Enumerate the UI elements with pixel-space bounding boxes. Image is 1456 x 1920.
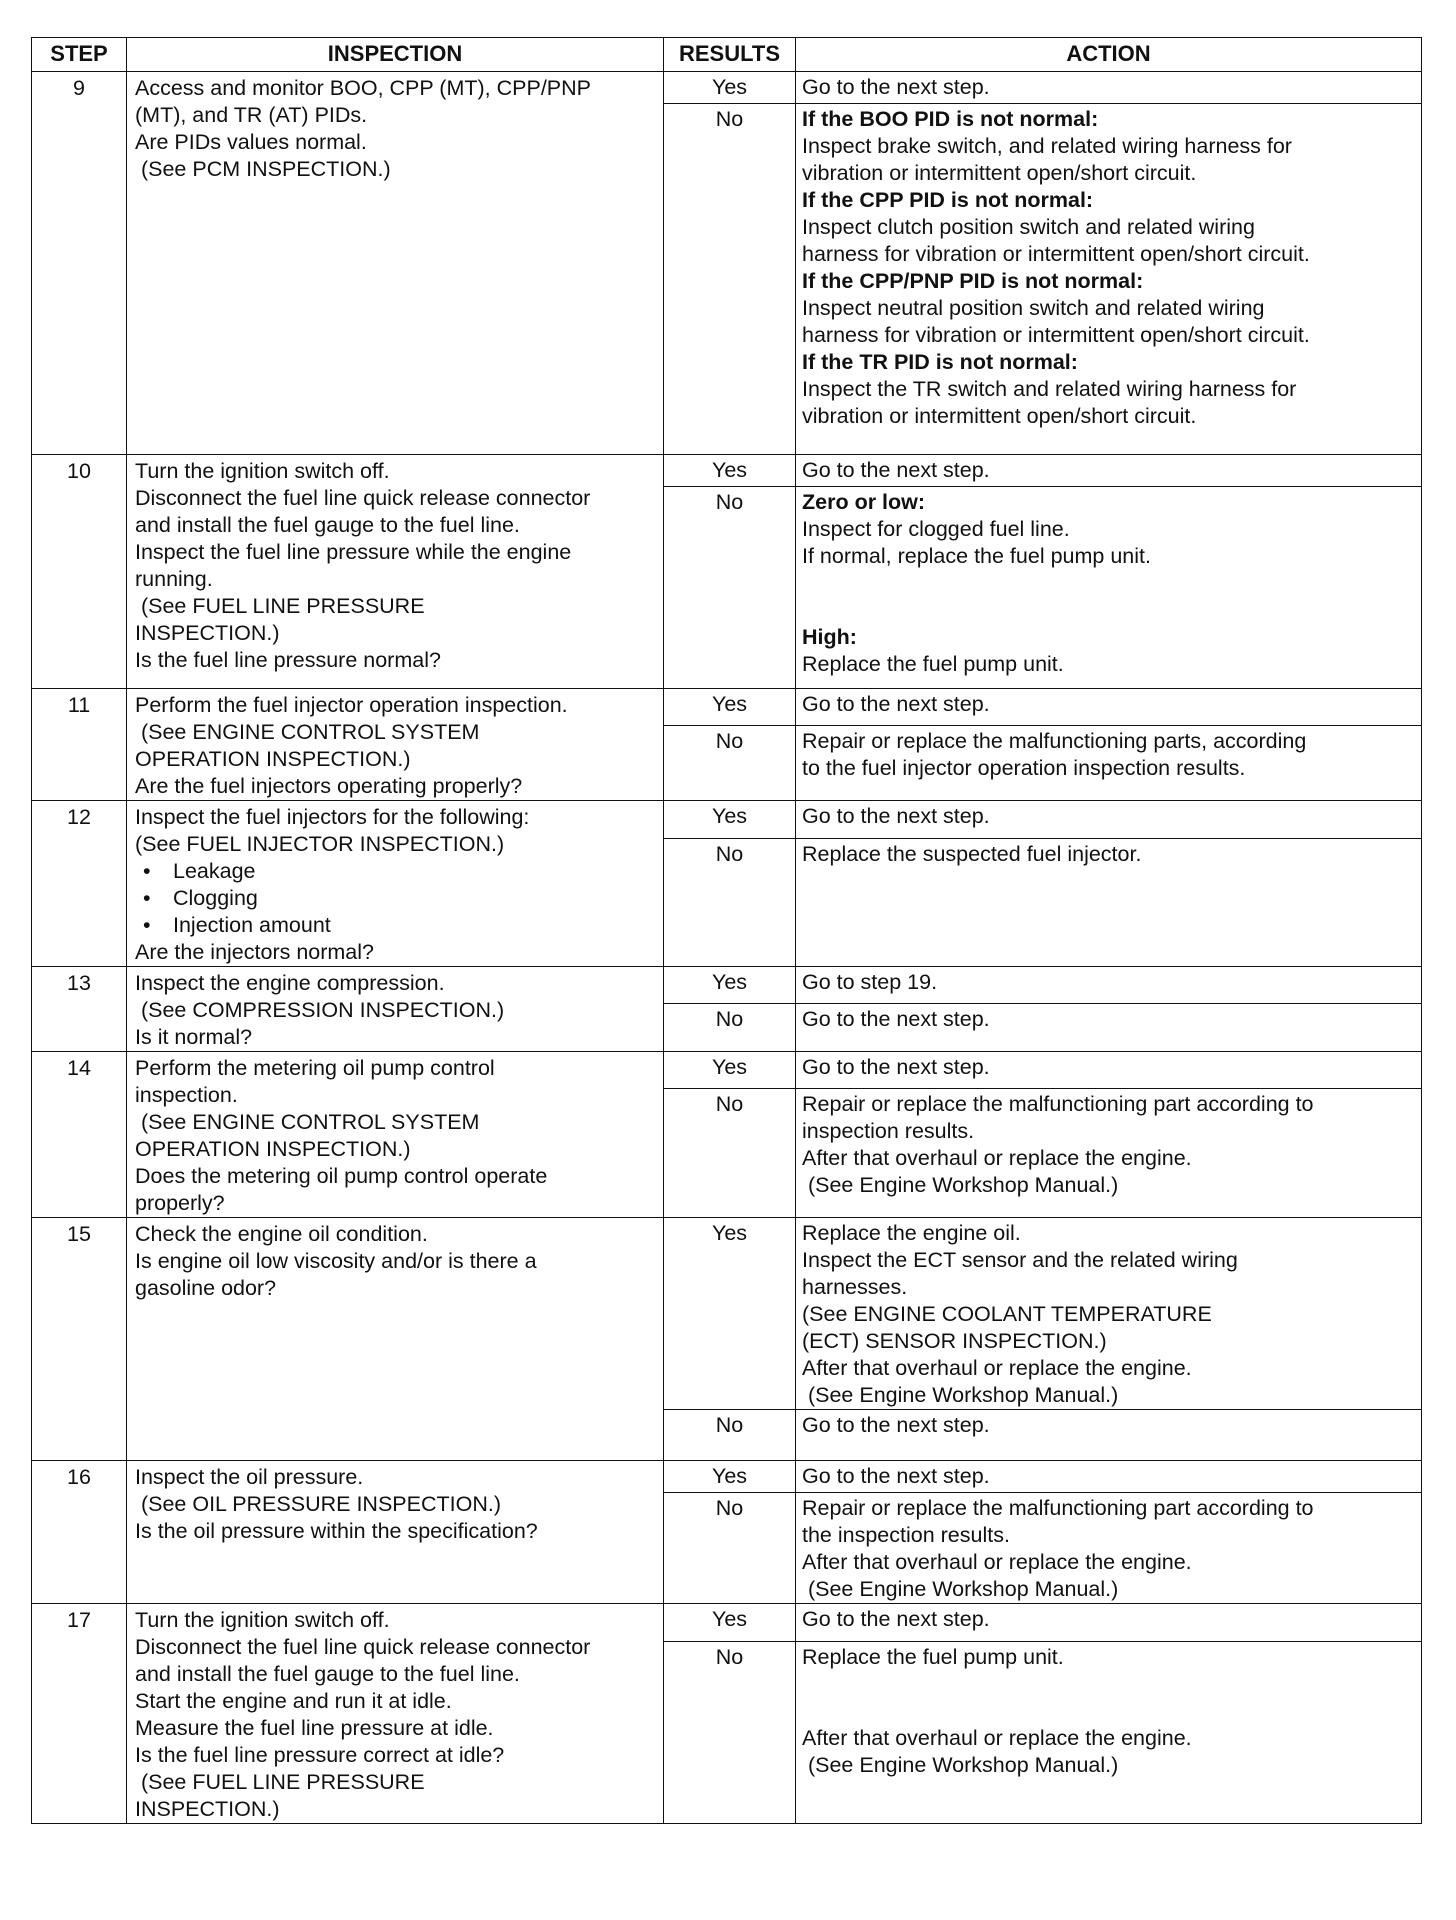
step-number: 16 [32, 1461, 127, 1604]
bullet-item [135, 912, 657, 939]
action-line: Replace the fuel pump unit. [802, 652, 1064, 676]
action-line: vibration or intermittent open/short circuit. [802, 161, 1197, 185]
inspection-line: (MT), and TR (AT) PIDs. [135, 103, 368, 127]
bullet-dot: • [143, 886, 151, 910]
action-line: (See Engine Workshop Manual.) [802, 1383, 1119, 1407]
inspection-line: (See FUEL LINE PRESSURE [135, 594, 425, 618]
result-yes: Yes [664, 455, 796, 487]
action-no [796, 1089, 1422, 1218]
bullet-dot: • [143, 913, 151, 937]
result-yes: Yes [664, 801, 796, 839]
action-line: After that overhaul or replace the engine. [802, 1146, 1192, 1171]
action-line: Go to the next step. [802, 458, 990, 482]
action-line: vibration or intermittent open/short circuit. [802, 404, 1197, 428]
result-no: No [664, 1089, 796, 1218]
inspection-line: Is it normal? [135, 1025, 253, 1049]
action-line: Go to the next step. [802, 1055, 990, 1079]
inspection-line: INSPECTION.) [135, 1797, 280, 1821]
result-yes: Yes [664, 1461, 796, 1493]
inspection-line: Inspect the fuel injectors for the following: [135, 805, 530, 829]
inspection-line: (See COMPRESSION INSPECTION.) [135, 998, 505, 1022]
action-line: Repair or replace the malfunctioning parts, according [802, 728, 1307, 753]
result-no: No [664, 104, 796, 455]
action-no [796, 838, 1422, 966]
inspection-line: Is engine oil low viscosity and/or is there a [135, 1249, 537, 1273]
inspection-line: Check the engine oil condition. [135, 1222, 428, 1246]
step-number: 9 [32, 72, 127, 455]
action-line: Go to the next step. [802, 692, 990, 716]
inspection-cell [127, 72, 664, 455]
inspection-cell [127, 1604, 664, 1824]
header-results: RESULTS [664, 38, 796, 72]
action-line: Go to the next step. [802, 1413, 990, 1437]
inspection-line: Perform the metering oil pump control [135, 1056, 495, 1080]
action-line: (See Engine Workshop Manual.) [802, 1173, 1119, 1198]
action-line: Go to the next step. [802, 1607, 990, 1631]
action-yes [796, 455, 1422, 487]
action-line: harness for vibration or intermittent open/short circuit. [802, 323, 1310, 347]
inspection-line: running. [135, 567, 213, 591]
inspection-line: inspection. [135, 1083, 238, 1107]
action-line: Go to the next step. [802, 1007, 990, 1032]
result-yes: Yes [664, 1052, 796, 1089]
inspection-line: properly? [135, 1191, 225, 1215]
inspection-line: and install the fuel gauge to the fuel line. [135, 1662, 520, 1686]
inspection-cell [127, 801, 664, 967]
step-number: 11 [32, 689, 127, 801]
action-line [802, 597, 1415, 624]
bullet-item [135, 858, 657, 885]
action-yes [796, 1218, 1422, 1410]
action-no [796, 1641, 1422, 1823]
result-no: No [664, 1493, 796, 1604]
step-number: 12 [32, 801, 127, 967]
inspection-cell [127, 1461, 664, 1604]
table-row [32, 801, 1422, 839]
inspection-line: Turn the ignition switch off. [135, 459, 390, 483]
inspection-line: Measure the fuel line pressure at idle. [135, 1716, 494, 1740]
step-number: 17 [32, 1604, 127, 1824]
action-line: Inspect clutch position switch and related wiring [802, 215, 1255, 239]
table-header-row [32, 38, 1422, 72]
result-no: No [664, 487, 796, 689]
action-yes [796, 801, 1422, 839]
inspection-line: Disconnect the fuel line quick release connector [135, 486, 591, 510]
table-row [32, 72, 1422, 104]
inspection-cell [127, 689, 664, 801]
action-line: Repair or replace the malfunctioning part according to [802, 1496, 1314, 1520]
inspection-line: (See ENGINE CONTROL SYSTEM [135, 720, 480, 744]
action-yes [796, 689, 1422, 726]
result-yes: Yes [664, 1218, 796, 1410]
action-line: After that overhaul or replace the engine. [802, 1725, 1192, 1750]
action-line: Replace the engine oil. [802, 1221, 1021, 1245]
inspection-line: Inspect the engine compression. [135, 971, 445, 995]
action-line: Inspect the ECT sensor and the related wiring [802, 1248, 1238, 1272]
troubleshooting-table [31, 37, 1422, 1824]
result-yes: Yes [664, 72, 796, 104]
action-no [796, 487, 1422, 689]
step-number: 10 [32, 455, 127, 689]
action-line [802, 1698, 1415, 1725]
result-no: No [664, 1410, 796, 1461]
action-line: to the fuel injector operation inspection results. [802, 755, 1246, 780]
action-no [796, 1004, 1422, 1052]
result-no: No [664, 725, 796, 800]
action-line [802, 570, 1415, 597]
action-yes [796, 1461, 1422, 1493]
action-line: After that overhaul or replace the engine. [802, 1550, 1192, 1574]
action-line: inspection results. [802, 1119, 975, 1144]
bullet-text: Clogging [173, 886, 258, 910]
action-line: If the TR PID is not normal: [802, 350, 1078, 374]
action-line: If the CPP PID is not normal: [802, 188, 1094, 212]
action-line: harness for vibration or intermittent open/short circuit. [802, 242, 1310, 266]
inspection-line: (See PCM INSPECTION.) [135, 157, 391, 181]
action-no [796, 104, 1422, 455]
action-no [796, 1493, 1422, 1604]
bullet-item [135, 885, 657, 912]
action-line: Zero or low: [802, 490, 926, 514]
inspection-cell [127, 967, 664, 1052]
action-no [796, 725, 1422, 800]
inspection-line: Disconnect the fuel line quick release connector [135, 1635, 591, 1659]
bullet-text: Leakage [173, 859, 256, 883]
action-line: If normal, replace the fuel pump unit. [802, 544, 1151, 568]
step-number: 14 [32, 1052, 127, 1218]
table-body [32, 72, 1422, 1824]
inspection-line: Start the engine and run it at idle. [135, 1689, 452, 1713]
result-yes: Yes [664, 1604, 796, 1642]
inspection-line: Perform the fuel injector operation inspection. [135, 693, 568, 717]
action-line: Repair or replace the malfunctioning part according to [802, 1092, 1314, 1117]
inspection-line: (See OIL PRESSURE INSPECTION.) [135, 1492, 501, 1516]
step-number: 13 [32, 967, 127, 1052]
troubleshooting-page [31, 37, 1421, 1824]
table-row [32, 1461, 1422, 1493]
inspection-line: Are PIDs values normal. [135, 130, 367, 154]
action-line: Go to step 19. [802, 970, 938, 994]
inspection-line: Are the injectors normal? [135, 940, 374, 964]
action-line: the inspection results. [802, 1523, 1010, 1547]
inspection-line: Is the fuel line pressure normal? [135, 648, 441, 672]
action-line: High: [802, 625, 857, 649]
action-line: Inspect the TR switch and related wiring harness for [802, 377, 1297, 401]
header-inspection: INSPECTION [127, 38, 664, 72]
action-yes [796, 1052, 1422, 1089]
inspection-line: (See ENGINE CONTROL SYSTEM [135, 1110, 480, 1134]
action-no [796, 1410, 1422, 1461]
header-step: STEP [32, 38, 127, 72]
action-line: Go to the next step. [802, 804, 990, 828]
table-row [32, 689, 1422, 726]
inspection-cell [127, 455, 664, 689]
action-line: Inspect brake switch, and related wiring harness for [802, 134, 1292, 158]
action-line [802, 1671, 1415, 1698]
inspection-line: Does the metering oil pump control operate [135, 1164, 548, 1188]
action-line: (ECT) SENSOR INSPECTION.) [802, 1329, 1107, 1353]
table-row [32, 455, 1422, 487]
table-row [32, 967, 1422, 1004]
action-line: harnesses. [802, 1275, 908, 1299]
action-line: (See Engine Workshop Manual.) [802, 1577, 1119, 1601]
action-yes [796, 967, 1422, 1004]
inspection-cell [127, 1218, 664, 1461]
action-line: If the BOO PID is not normal: [802, 107, 1099, 131]
action-line: If the CPP/PNP PID is not normal: [802, 269, 1144, 293]
inspection-line: Is the oil pressure within the specification? [135, 1519, 538, 1543]
inspection-line: gasoline odor? [135, 1276, 277, 1300]
result-yes: Yes [664, 689, 796, 726]
step-number: 15 [32, 1218, 127, 1461]
inspection-line: (See FUEL LINE PRESSURE [135, 1770, 425, 1794]
inspection-line: OPERATION INSPECTION.) [135, 1137, 411, 1161]
inspection-line: Are the fuel injectors operating properly? [135, 774, 523, 798]
action-yes [796, 1604, 1422, 1642]
table-row [32, 1218, 1422, 1410]
bullet-dot: • [143, 859, 151, 883]
inspection-line: Inspect the fuel line pressure while the engine [135, 540, 572, 564]
action-line: (See ENGINE COOLANT TEMPERATURE [802, 1302, 1212, 1326]
inspection-line: OPERATION INSPECTION.) [135, 747, 411, 771]
action-line: Go to the next step. [802, 1464, 990, 1488]
action-yes [796, 72, 1422, 104]
action-line: Replace the suspected fuel injector. [802, 841, 1142, 866]
header-action: ACTION [796, 38, 1422, 72]
inspection-line: INSPECTION.) [135, 621, 280, 645]
bullet-text: Injection amount [173, 913, 331, 937]
inspection-cell [127, 1052, 664, 1218]
table-row [32, 1604, 1422, 1642]
action-line: (See Engine Workshop Manual.) [802, 1752, 1119, 1777]
inspection-line: (See FUEL INJECTOR INSPECTION.) [135, 832, 505, 856]
inspection-line: Inspect the oil pressure. [135, 1465, 364, 1489]
result-yes: Yes [664, 967, 796, 1004]
table-row [32, 1052, 1422, 1089]
action-line: Replace the fuel pump unit. [802, 1644, 1064, 1669]
action-line: Inspect neutral position switch and related wiring [802, 296, 1265, 320]
action-line: Inspect for clogged fuel line. [802, 517, 1070, 541]
inspection-line: Is the fuel line pressure correct at idle? [135, 1743, 505, 1767]
inspection-line: and install the fuel gauge to the fuel line. [135, 513, 520, 537]
result-no: No [664, 838, 796, 966]
inspection-line: Access and monitor BOO, CPP (MT), CPP/PNP [135, 76, 592, 100]
result-no: No [664, 1641, 796, 1823]
result-no: No [664, 1004, 796, 1052]
inspection-line: Turn the ignition switch off. [135, 1608, 390, 1632]
action-line: Go to the next step. [802, 75, 990, 99]
action-line: After that overhaul or replace the engine. [802, 1356, 1192, 1380]
